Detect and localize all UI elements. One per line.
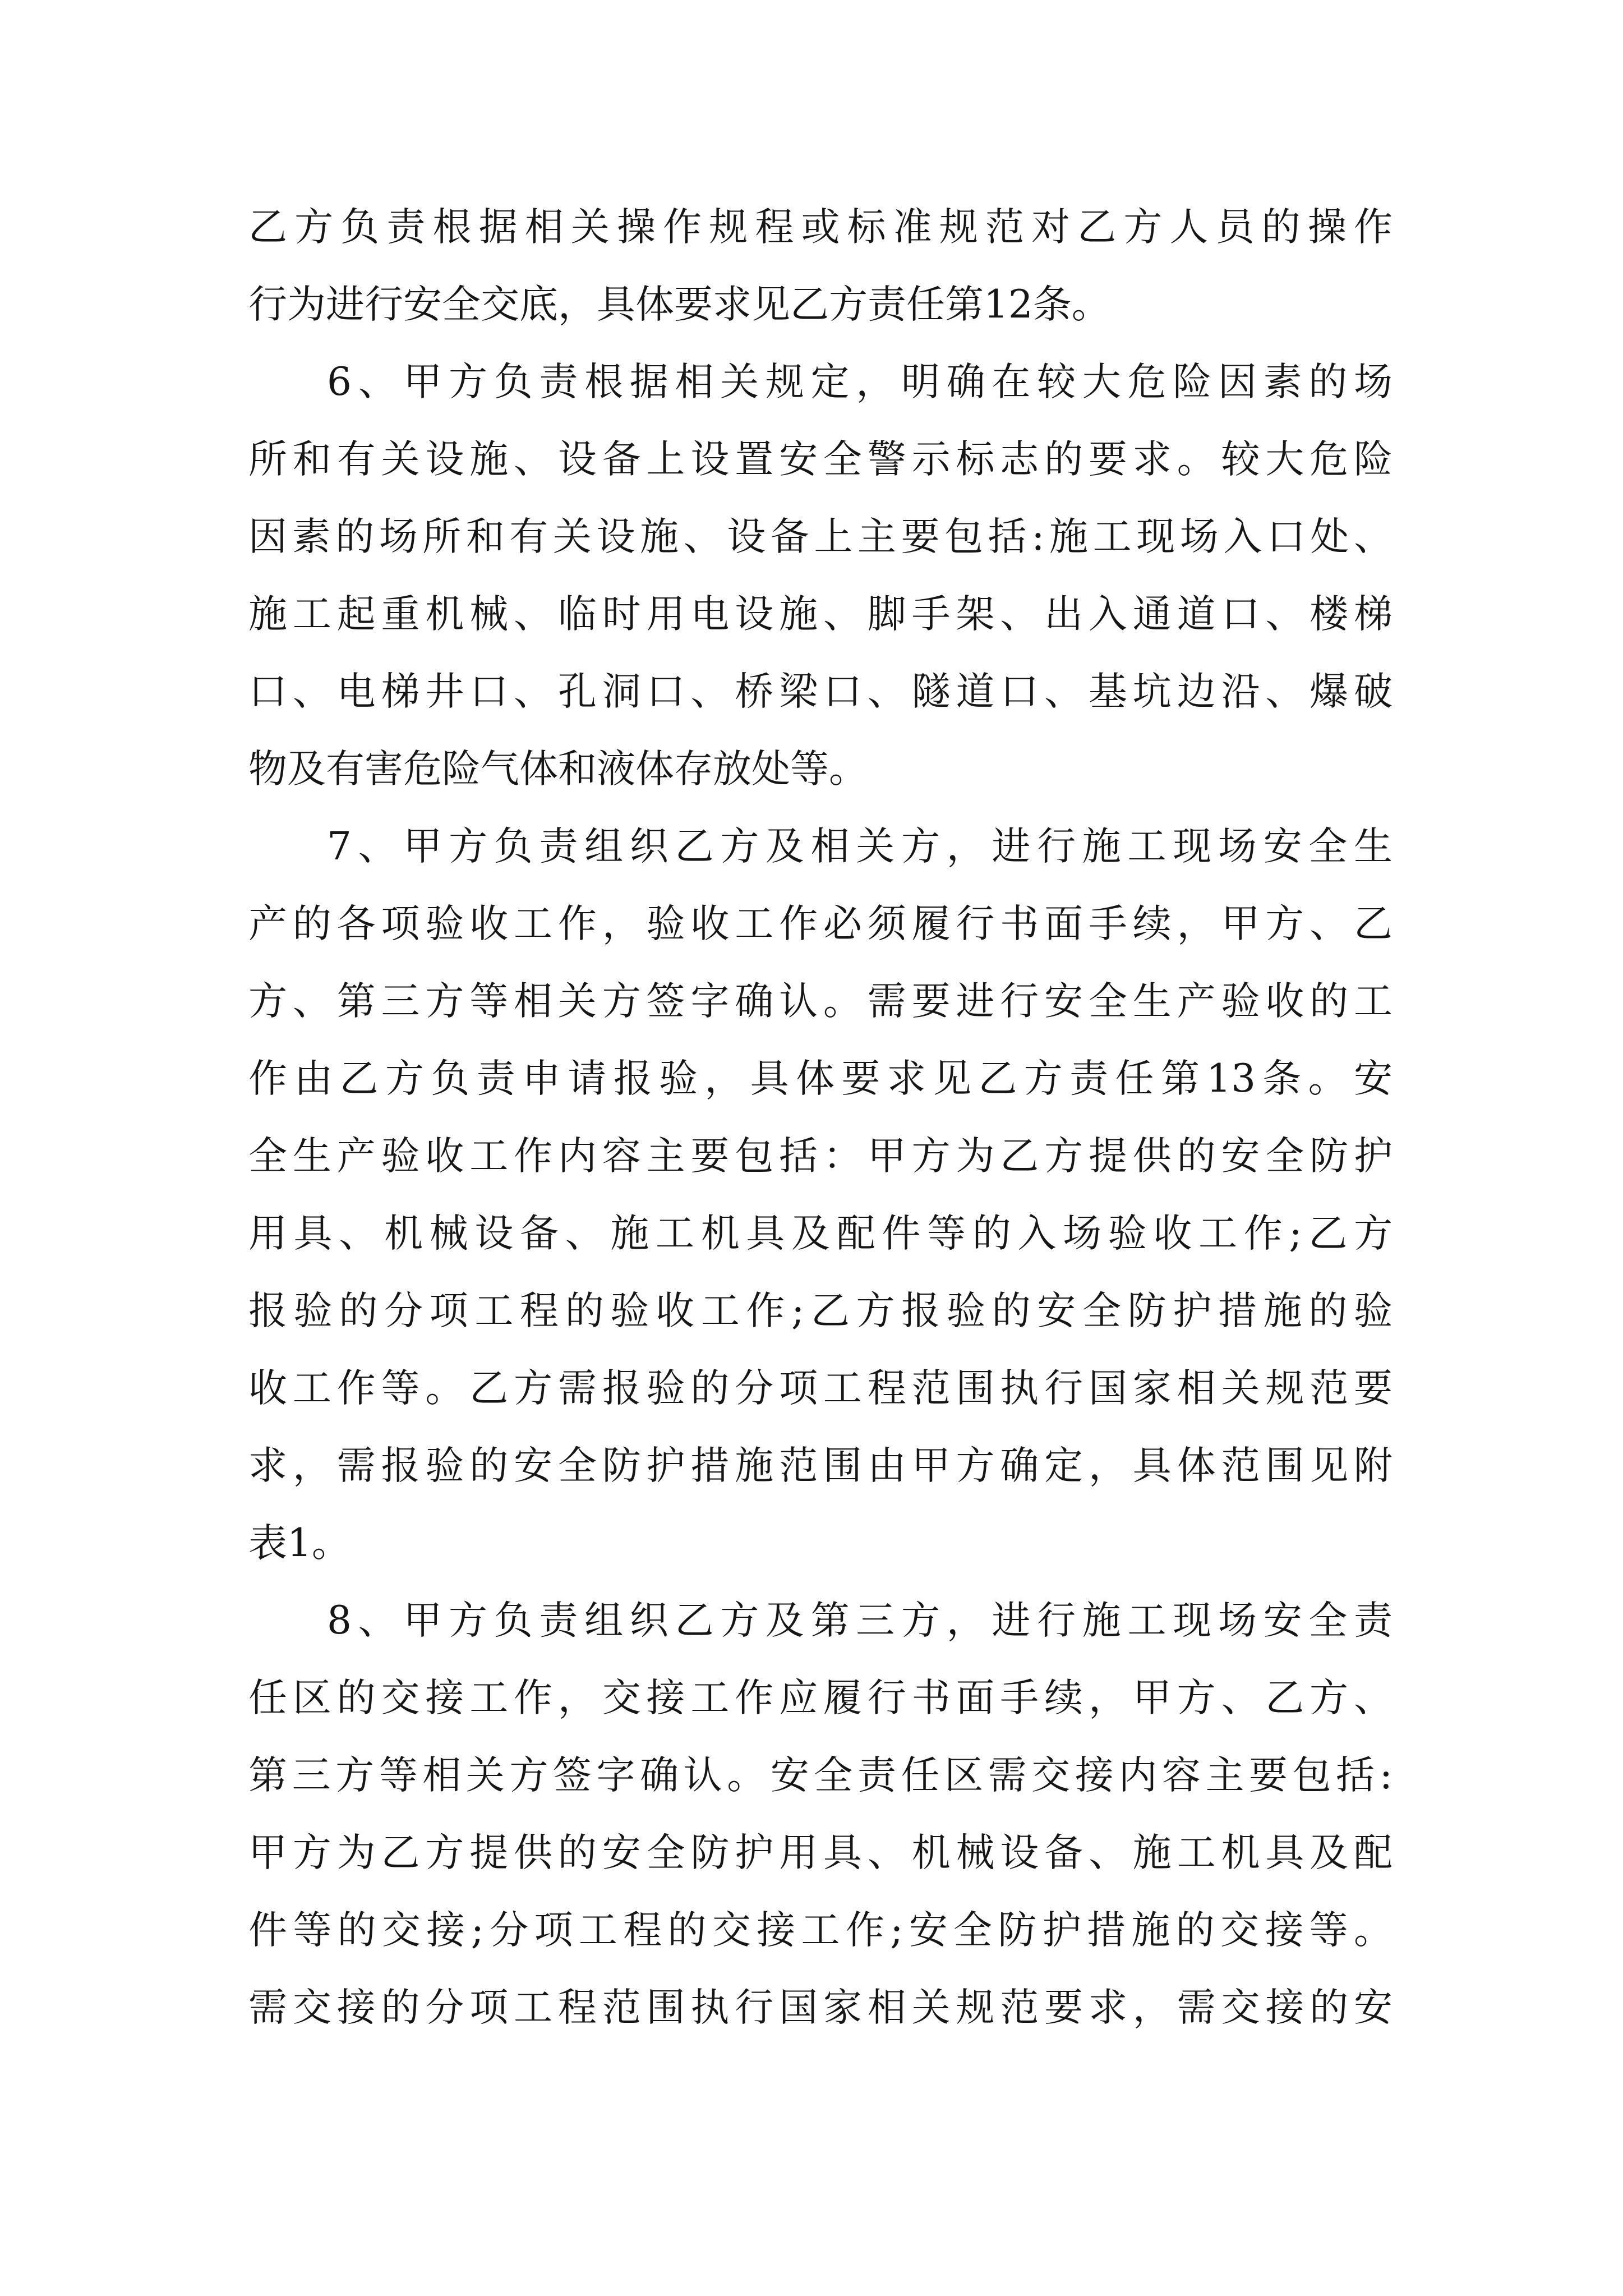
text-line: 施工起重机械、临时用电设施、脚手架、出入通道口、楼梯	[248, 592, 1393, 637]
contract-body-text	[248, 203, 1393, 2061]
text-line: 乙方负责根据相关操作规程或标准规范对乙方人员的操作	[248, 205, 1393, 250]
text-line: 表1。	[248, 1521, 351, 1566]
text-line: 第三方等相关方签字确认。安全责任区需交接内容主要包括:	[248, 1753, 1393, 1798]
text-line: 所和有关设施、设备上设置安全警示标志的要求。较大危险	[248, 437, 1393, 482]
text-line: 收工作等。乙方需报验的分项工程范围执行国家相关规范要	[248, 1366, 1393, 1411]
text-line: 方、第三方等相关方签字确认。需要进行安全生产验收的工	[248, 979, 1393, 1024]
text-line: 报验的分项工程的验收工作;乙方报验的安全防护措施的验	[248, 1289, 1393, 1333]
text-line: 产的各项验收工作，验收工作必须履行书面手续，甲方、乙	[248, 901, 1393, 946]
text-line: 件等的交接;分项工程的交接工作;安全防护措施的交接等。	[248, 1908, 1393, 1953]
text-line: 甲方为乙方提供的安全防护用具、机械设备、施工机具及配	[248, 1830, 1393, 1875]
text-line: 物及有害危险气体和液体存放处等。	[248, 747, 868, 792]
text-line: 用具、机械设备、施工机具及配件等的入场验收工作;乙方	[248, 1211, 1393, 1256]
clause-7-first-line: 7、甲方负责组织乙方及相关方，进行施工现场安全生	[327, 824, 1393, 869]
text-line: 需交接的分项工程范围执行国家相关规范要求，需交接的安	[248, 1985, 1393, 2030]
text-line: 任区的交接工作，交接工作应履行书面手续，甲方、乙方、	[248, 1676, 1393, 1720]
text-line: 行为进行安全交底，具体要求见乙方责任第12条。	[248, 282, 1110, 327]
text-line: 口、电梯井口、孔洞口、桥梁口、隧道口、基坑边沿、爆破	[248, 669, 1393, 714]
text-line: 全生产验收工作内容主要包括：甲方为乙方提供的安全防护	[248, 1134, 1393, 1179]
text-line: 求，需报验的安全防护措施范围由甲方确定，具体范围见附	[248, 1443, 1393, 1488]
text-line: 作由乙方负责申请报验，具体要求见乙方责任第13条。安	[248, 1056, 1393, 1101]
clause-8-first-line: 8、甲方负责组织乙方及第三方，进行施工现场安全责	[327, 1598, 1393, 1643]
clause-6-first-line: 6、甲方负责根据相关规定，明确在较大危险因素的场	[327, 360, 1393, 404]
text-line: 因素的场所和有关设施、设备上主要包括:施工现场入口处、	[248, 514, 1393, 559]
